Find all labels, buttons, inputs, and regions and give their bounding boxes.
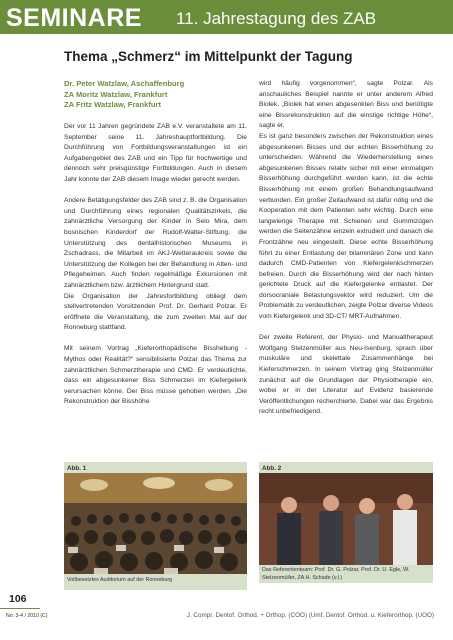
author-line: ZA Moritz Watzlaw, Frankfurt bbox=[64, 89, 168, 99]
article-title: Thema „Schmerz“ im Mittelpunkt der Tagung bbox=[64, 49, 353, 64]
text-column-left bbox=[64, 122, 247, 419]
figure-1 bbox=[64, 462, 247, 590]
paragraph: Die Organisation der Jahresfortbildung obliegt dem stellvertretenden Vorsitzenden Prof. Dr. Gerhard Polzar. Er eröffnete die Veranstaltung, die zum zweiten Mal auf der Ronneburg stattfand. bbox=[64, 292, 247, 332]
speakers-photo bbox=[259, 473, 433, 565]
figure-label: Abb. 2 bbox=[262, 465, 282, 472]
auditorium-illustration bbox=[64, 473, 247, 574]
figure-caption: Das Referententeam: Prof. Dr. G. Polzar, Prof. Dr. U. Egle, W. Stelzenmüller, ZA H. Schade (v.l.) bbox=[262, 567, 410, 581]
text-column-right bbox=[259, 79, 433, 429]
paragraph: Andere Betätigungsfelder des ZAB sind z. B. die Organisation und Durchführung eines regionalen Qualitätszirkels, die zahnärztliche Versorgung der Kinder in Selo Mira, dem bosnischen Kinderdorf der Rudolf-Walter-Stiftung, die Unterstützung des dentalhistorischen Museums in Zschadrass, die Mitarbeit im AKJ-Wetteraukreis sowie die Unterstützung der Kollegen bei der Behandlung in Alten- und Pflegeheimen. Auch finden regelmäßige Exkursionen mit zahnärztlichem bzw. ärztlichem Hintergrund statt. bbox=[64, 197, 247, 289]
paragraph: Der zweite Referent, der Physio- und Manualtherapeut Wolfgang Stelzenmüller aus Neu-Isenburg, sprach über muskuläre und skelettale Zusammenhänge bei Kieferschmerzen. In seinem Vortrag ging Stelzenmüller zunächst auf die Grundlagen der Physiotherapie ein, wobei er in der Literatur auf Evidenz basierende Veröffentlichungen recherchierte. Dabei war das Ergebnis recht unbefriedigend. bbox=[259, 334, 433, 416]
auditorium-photo bbox=[64, 473, 247, 574]
footer-divider bbox=[0, 608, 40, 609]
section-name: SEMINARE bbox=[6, 4, 142, 32]
paragraph: Es ist ganz besonders zwischen der Rekonstruktion eines abgesunkenen Bisses und der echten Bisserhöhung zu unterscheiden. Während die Wiederherstellung eines abgesunkenen Bisses relativ sicher mit einer einmaligen Bisserhöhung durchgeführt werden kann, ist die echte Bisserhöhung mit einem großen Behandlungsaufwand verbunden. Ein großer Zeitaufwand ist dafür nötig und die Kooperation mit dem Patienten sehr wichtig. Durch eine langwierige Therapie mit Schienen und Gummizügen werden die Seitenzähne einzeln extrudiert und danach die Frontzähne neu eingestellt. Diese echte Bisserhöhung führt zu einer Entlastung der bilaminären Zone und kann dadurch CMD-Patienten von Kiefergelenkschmerzen befreien. Durch die Bisserhöhung wird der nach hinten gerichtete Druck auf die Kiefergelenke entlastet. Der dorsocraniale Belastungsvektor wird reduziert. Um die Problematik zu verdeutlichen, zeigte Polzar diverse Videos vom Kiefergelenk und 3D-CT/ MRT-Aufnahmen. bbox=[259, 132, 433, 321]
journal-citation: J. Compr. Dentof. Orthod. + Orthop. (COO) (Umf. Dentof. Orthod. u. Kieferorthop. (UOO) bbox=[186, 612, 434, 619]
figure-caption: Vollbesetztes Auditorium auf der Ronneburg bbox=[67, 577, 173, 583]
paragraph: Der vor 11 Jahren gegründete ZAB e.V. veranstaltete am 11. September seine 11. Jahreshauptfortbildung. Die Durchführung von Fortbildungsveranstaltungen ist ein Aufgabengebiet des ZAB und ein Tipp für hochwertige und dennoch sehr preisgünstige Fortbildungen. Auch in diesem Jahr konnte der ZAB diesem Image wieder gerecht werden. bbox=[64, 123, 247, 183]
page-number: 106 bbox=[9, 593, 27, 605]
section-subtitle: 11. Jahrestagung des ZAB bbox=[176, 9, 377, 28]
paragraph: wird häufig vorgenommen“, sagte Polzar. Als anschauliches Beispiel nannte er unter anderem Alfred Biolek. „Biolek hat einen abgesenkten Biss und benötigte eine Bissrekonstruktion auf die einstige richtige Höhe“, sagte er. bbox=[259, 80, 433, 130]
author-line: ZA Fritz Watzlaw, Frankfurt bbox=[64, 100, 162, 109]
author-line: Dr. Peter Watzlaw, Aschaffenburg bbox=[64, 79, 185, 88]
figure-2 bbox=[259, 462, 433, 583]
paragraph: Mit seinem Vortrag „Kieferorthopädische Bisshebung - Mythos oder Realität?“ sensibilisierte Polzar das Thema zur zahnärztlichen Schmerztherapie und CMD. Er verdeutlichte, dass ein abgesunkener Biss Schmerzen im Kiefergelenk verursachen könne. Der Biss müsse gehoben werden. „Die Rekonstruktion der Bisshöhe bbox=[64, 345, 247, 406]
article-authors bbox=[64, 79, 244, 111]
speakers-illustration bbox=[259, 473, 433, 565]
figure-label: Abb. 1 bbox=[67, 465, 87, 472]
issue-label: No. 3-4 / 2010 (C) bbox=[6, 613, 48, 619]
section-header-bar bbox=[0, 0, 453, 34]
